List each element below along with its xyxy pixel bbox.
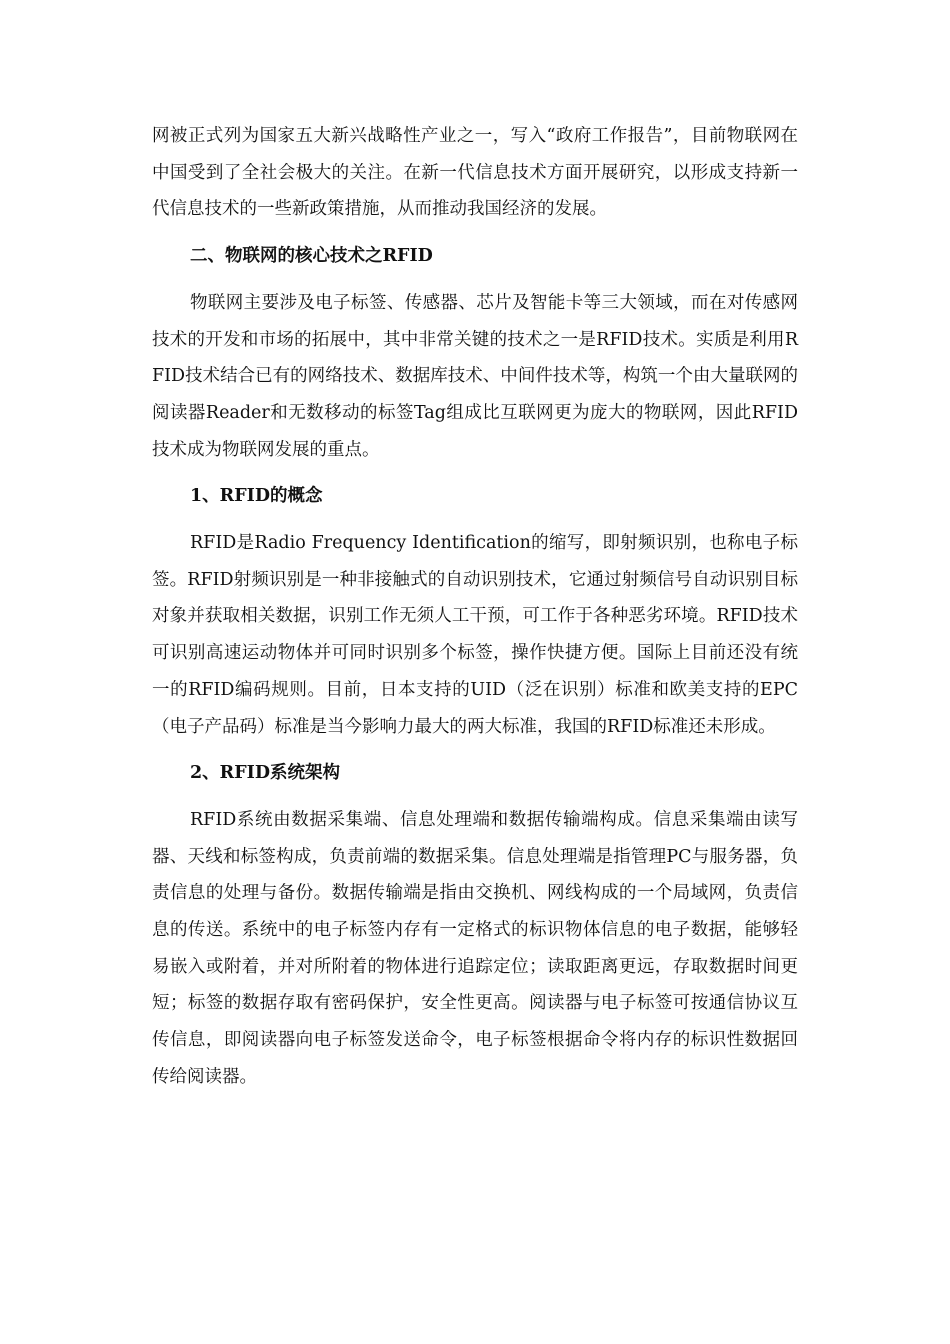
paragraph-intro: 网被正式列为国家五大新兴战略性产业之一，写入“政府工作报告”，目前物联网在中国受到了全社会极大的关注。在新一代信息技术方面开展研究，以形成支持新一代信息技术的一些新政策措施，从而推动我国经济的发展。 <box>152 126 798 220</box>
spacer <box>152 745 798 755</box>
spacer <box>152 468 798 478</box>
spacer <box>152 515 798 525</box>
spacer <box>152 275 798 285</box>
paragraph-rfid-architecture: RFID系统由数据采集端、信息处理端和数据传输端构成。信息采集端由读写器、天线和标签构成，负责前端的数据采集。信息处理端是指管理PC与服务器，负责信息的处理与备份。数据传输端是指由交换机、网线构成的一个局域网，负责信息的传送。系统中的电子标签内存有一定格式的标识物体信息的电子数据，能够轻易嵌入或附着，并对所附着的物体进行追踪定位；读取距离更远，存取数据时间更短；标签的数据存取有密码保护，安全性更高。阅读器与电子标签可按通信协议互传信息，即阅读器向电子标签发送命令，电子标签根据命令将内存的标识性数据回传给阅读器。 <box>152 809 798 1087</box>
spacer <box>152 228 798 238</box>
subheading-rfid-architecture: 2、RFID系统架构 <box>190 763 341 784</box>
paragraph-core-tech: 物联网主要涉及电子标签、传感器、芯片及智能卡等三大领域，而在对传感网技术的开发和市场的拓展中，其中非常关键的技术之一是RFID技术。实质是利用RFID技术结合已有的网络技术、数据库技术、中间件技术等，构筑一个由大量联网的阅读器Reader和无数移动的标签Tag组成比互联网更为庞大的物联网，因此RFID技术成为物联网发展的重点。 <box>152 292 798 460</box>
paragraph-rfid-concept: RFID是Radio Frequency Identification的缩写，即射频识别，也称电子标签。RFID射频识别是一种非接触式的自动识别技术，它通过射频信号自动识别目标对象并获取相关数据，识别工作无须人工干预，可工作于各种恶劣环境。RFID技术可识别高速运动物体并可同时识别多个标签，操作快捷方便。国际上目前还没有统一的RFID编码规则。目前，日本支持的UID（泛在识别）标准和欧美支持的EPC（电子产品码）标准是当今影响力最大的两大标准，我国的RFID标准还未形成。 <box>152 533 798 737</box>
subheading-rfid-concept: 1、RFID的概念 <box>190 486 323 507</box>
spacer <box>152 792 798 802</box>
section-heading-rfid-core: 二、物联网的核心技术之RFID <box>190 246 433 267</box>
document-page <box>152 118 798 1096</box>
